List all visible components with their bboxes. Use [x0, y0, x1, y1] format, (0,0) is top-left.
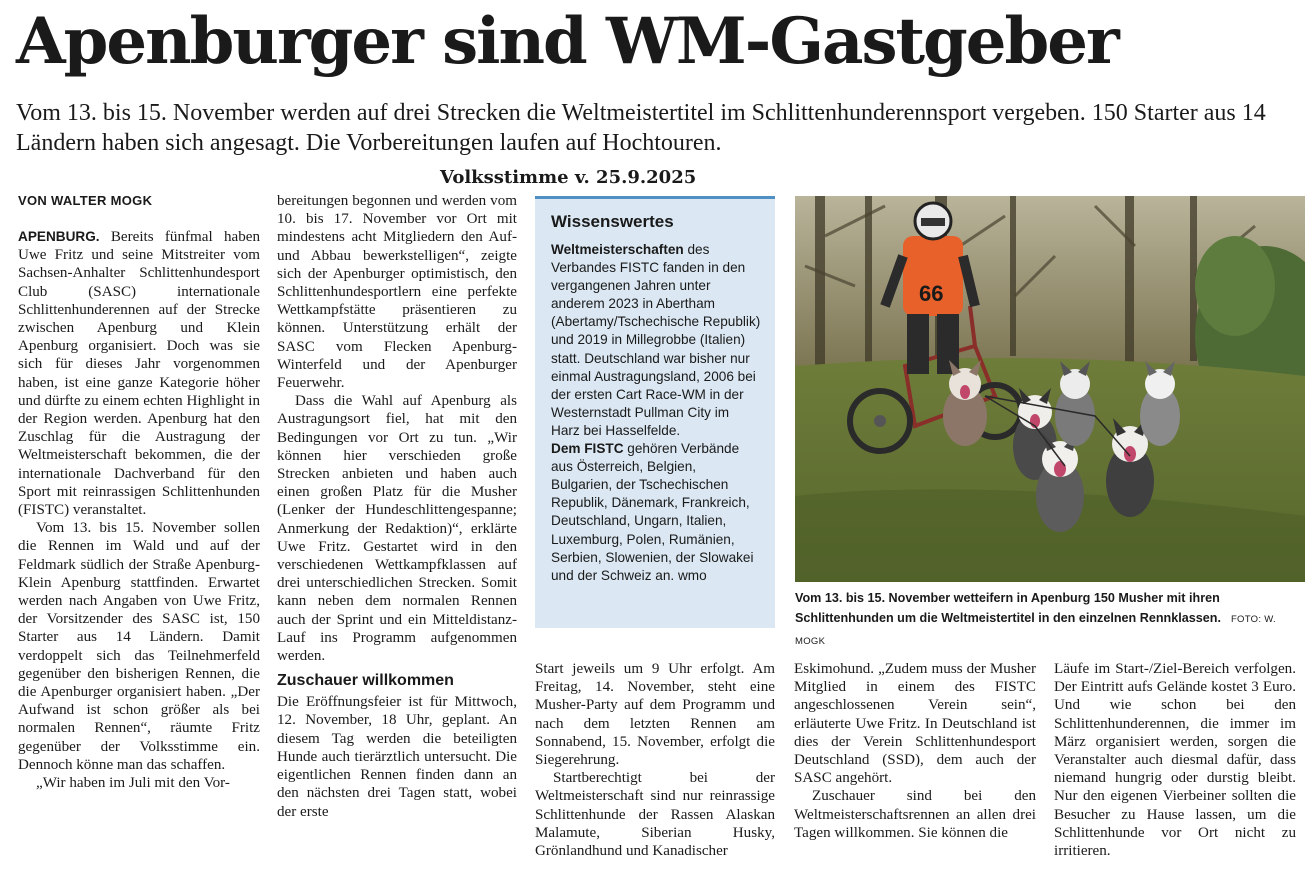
article-column-1	[18, 228, 260, 868]
paragraph: Zuschauer sind bei den Weltmeisterschaftsrennen an allen drei Tagen willkommen. Sie können die	[794, 788, 1036, 841]
info-box-paragraph	[551, 241, 761, 440]
paragraph: „Wir haben im Juli mit den Vor-	[36, 775, 230, 792]
article-column-3	[535, 660, 775, 870]
dateline: APENBURG.	[18, 229, 100, 244]
article-column-4	[794, 660, 1036, 870]
caption-text: Vom 13. bis 15. November wetteifern in Apenburg 150 Musher mit ihren Schlittenhunden um die Weltmeistertitel in den einzelnen Rennklassen.	[795, 591, 1221, 625]
section-subtitle: Zuschauer willkommen	[277, 672, 454, 690]
photo-caption	[795, 588, 1307, 652]
paragraph: Eskimohund. „Zudem muss der Musher Mitglied in einem des FISTC angeschlossenen Verein sein“, erläuterte Uwe Fritz. In Deutschland ist dies der Verein Schlittenhundesport Deutschland (SSD), dem auch der SASC angehört.	[794, 661, 1036, 787]
paragraph: Startberechtigt bei der Weltmeisterschaft sind nur reinrassige Schlittenhunde der Rassen Alaskan Malamute, Siberian Husky, Grönlandhund und Kanadischer	[535, 770, 775, 860]
info-box-lead: Weltmeisterschaften	[551, 242, 684, 257]
subheadline: Vom 13. bis 15. November werden auf drei Strecken die Weltmeistertitel im Schlittenhunderennsport vergeben. 150 Starter aus 14 Ländern haben sich angesagt. Die Vorbereitungen laufen auf Hochtouren.	[16, 100, 1266, 156]
photo-credit: FOTO: W. MOGK	[795, 614, 1276, 647]
bib-number: 66	[919, 281, 944, 306]
paragraph	[18, 228, 260, 519]
info-box-paragraph	[551, 440, 761, 585]
byline: VON WALTER MOGK	[18, 193, 153, 208]
paragraph: bereitungen begonnen und werden vom 10. bis 17. November vor Ort mit mindestens acht Mitgliedern den Auf- und Abbau bewerkstelligen“, zeigte sich der Apenburger optimistisch, den Schlittenhundesportlern eine perfekte Wettkampfstätte präsentieren zu können. Unterstützung erhält der SASC vom Flecken Apenburg-Winterfeld und der Apenburger Feuerwehr.	[277, 193, 517, 392]
sled-dog-photo-illustration	[795, 196, 1305, 582]
info-box-title: Wissenswertes	[551, 212, 674, 231]
article-column-2	[277, 192, 517, 868]
paragraph: Läufe im Start-/Ziel-Bereich verfolgen. Der Eintritt aufs Gelände kostet 3 Euro. Und wie schon bei den Schlittenhunderennen, die immer im März organisiert werden, sorgen die Veranstalter auch diesmal dafür, dass niemand hungrig oder durstig bleibt. Nur den eigenen Vierbeiner sollten die Besucher zu Hause lassen, um die Schlittenhunde vor Ort nicht zu irritieren.	[1054, 661, 1296, 860]
article-column-5	[1054, 660, 1296, 870]
info-box-text: des Verbandes FISTC fanden in den vergangenen Jahren unter anderem 2023 in Abertham (Abertamy/Tschechische Republik) und 2019 in Millegrobbe (Italien) statt. Deutschland war bisher nur einmal Austragungsland, 2006 bei der ersten Cart Race-WM in der Westernstadt Pullman City im Harz bei Hasselfelde.	[551, 242, 761, 438]
source-note: Volksstimme v. 25.9.2025	[440, 167, 697, 188]
info-box-lead: Dem FISTC	[551, 441, 624, 457]
paragraph: Start jeweils um 9 Uhr erfolgt. Am Freitag, 14. November, steht eine Musher-Party auf dem Programm und nach dem letzten Rennen am Sonnabend, 15. November, erfolgt die Siegerehrung.	[535, 661, 775, 769]
paragraph: Die Eröffnungsfeier ist für Mittwoch, 12. November, 18 Uhr, geplant. An diesem Tag werden die beteiligten Hunde auch tierärztlich untersucht. Die eigentlichen Rennen finden dann an den nächsten drei Tagen statt, wobei der erste	[277, 694, 517, 820]
article-photo	[795, 196, 1305, 582]
paragraph: Dass die Wahl auf Apenburg als Austragungsort fiel, hat mit den Bedingungen vor Ort zu tun. „Wir können hier verschieden große Strecken anbieten und haben auch einen großen Platz für die Musher (Lenker der Hundeschlittengespanne; Anmerkung der Redaktion)“, erklärte Uwe Fritz. Gestartet wird in den verschiedenen Wettkampfklassen auf drei unterschiedlichen Strecken. Somit kann neben dem normalen Rennen auch der Sprint und ein Mitteldistanz-Lauf ins Programm aufgenommen werden.	[277, 393, 517, 665]
paragraph: Vom 13. bis 15. November sollen die Rennen im Wald und auf der Feldmark südlich der Straße Apenburg-Klein Apenburg stattfinden. Erwartet werden nach Angaben von Uwe Fritz, der Vorsitzender des SASC ist, 150 Starter aus 14 Ländern. Damit verdoppelt sich das Teilnehmerfeld gegenüber den bisherigen Rennen, die die Apenburger organisiert haben. „Der Aufwand ist schon größer als bei normalen Rennen“, räumte Fritz gegenüber der Volksstimme ein. Dennoch könne man das schaffen.	[18, 520, 260, 773]
paragraph-text: Bereits fünfmal haben Uwe Fritz und seine Mitstreiter vom Sachsen-Anhalter Schlittenhundesport Club (SASC) internationale Schlittenhunderennen auf der Strecke zwischen Apenburg und Klein Apenburg organisiert. Doch was sie sich für dieses Jahr vorgenommen haben, ist eine ganze Kategorie höher und dürfte zu einem echten Highlight in der Region werden. Apenburg hat den Zuschlag für die Austragung der Weltmeisterschaft bekommen, die der internationale Dachverband für den Sport mit reinrassigen Schlittenhunden (FISTC) veranstaltet.	[18, 229, 260, 519]
info-box-text: gehören Verbände aus Österreich, Belgien, Bulgarien, der Tschechischen Republik, Dänemark, Frankreich, Deutschland, Ungarn, Italien, Luxemburg, Polen, Rumänien, Serbien, Slowenien, der Slowakei und der Schweiz an. wmo	[551, 441, 754, 583]
headline: Apenburger sind WM-Gastgeber	[16, 4, 1118, 79]
info-box	[535, 196, 775, 628]
